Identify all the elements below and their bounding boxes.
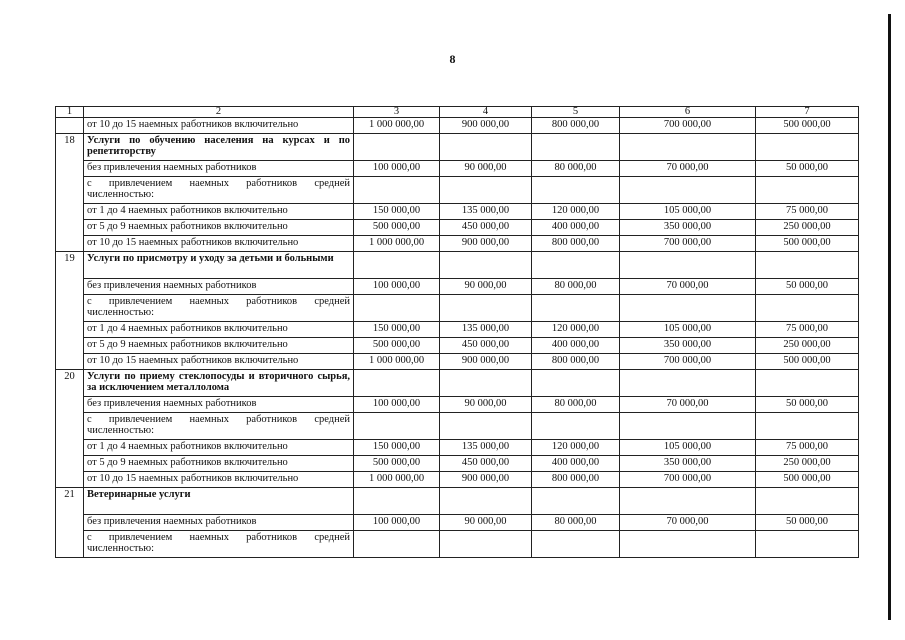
value-cell: 120 000,00: [532, 204, 620, 220]
empty-cell: [354, 252, 440, 279]
value-cell: 50 000,00: [756, 515, 859, 531]
empty-cell: [440, 252, 532, 279]
value-cell: 350 000,00: [620, 220, 756, 236]
value-cell: 75 000,00: [756, 440, 859, 456]
value-cell: 900 000,00: [440, 236, 532, 252]
value-cell: 400 000,00: [532, 456, 620, 472]
section-title-row: [56, 134, 859, 161]
value-cell: 90 000,00: [440, 279, 532, 295]
value-cell: 900 000,00: [440, 118, 532, 134]
value-cell: 80 000,00: [532, 279, 620, 295]
value-cell: 50 000,00: [756, 161, 859, 177]
value-cell: 105 000,00: [620, 204, 756, 220]
row-label: от 1 до 4 наемных работников включительно: [84, 204, 354, 220]
value-cell: 80 000,00: [532, 397, 620, 413]
row-label: без привлечения наемных работников: [84, 161, 354, 177]
value-cell: 800 000,00: [532, 236, 620, 252]
empty-cell: [620, 370, 756, 397]
value-cell: 1 000 000,00: [354, 236, 440, 252]
row-label: от 1 до 4 наемных работников включительно: [84, 322, 354, 338]
column-header-7: 7: [756, 107, 859, 118]
value-cell: 500 000,00: [756, 236, 859, 252]
table-row: [56, 177, 859, 204]
row-label: без привлечения наемных работников: [84, 515, 354, 531]
margin-rule: [888, 14, 891, 620]
value-cell: 500 000,00: [354, 338, 440, 354]
table-row: [56, 322, 859, 338]
value-cell: 135 000,00: [440, 440, 532, 456]
value-cell: 1 000 000,00: [354, 118, 440, 134]
table-row: [56, 338, 859, 354]
value-cell: 135 000,00: [440, 204, 532, 220]
value-cell: 150 000,00: [354, 204, 440, 220]
value-cell: [440, 177, 532, 204]
value-cell: [756, 531, 859, 558]
value-cell: [620, 295, 756, 322]
column-header-4: 4: [440, 107, 532, 118]
empty-cell: [532, 370, 620, 397]
row-label: с привлечением наемных работников средней численностью:: [84, 531, 354, 558]
section-title-row: [56, 252, 859, 279]
section-number: 20: [56, 370, 84, 488]
section-title: Ветеринарные услуги: [84, 488, 354, 515]
value-cell: [440, 531, 532, 558]
value-cell: 500 000,00: [354, 456, 440, 472]
row-label: без привлечения наемных работников: [84, 397, 354, 413]
value-cell: 100 000,00: [354, 515, 440, 531]
value-cell: [354, 295, 440, 322]
value-cell: [440, 295, 532, 322]
value-cell: 100 000,00: [354, 279, 440, 295]
value-cell: 105 000,00: [620, 322, 756, 338]
value-cell: 70 000,00: [620, 279, 756, 295]
value-cell: 90 000,00: [440, 515, 532, 531]
empty-cell: [532, 252, 620, 279]
table-row: [56, 456, 859, 472]
value-cell: 70 000,00: [620, 515, 756, 531]
column-header-5: 5: [532, 107, 620, 118]
table-row: [56, 220, 859, 236]
value-cell: 120 000,00: [532, 322, 620, 338]
value-cell: 250 000,00: [756, 456, 859, 472]
value-cell: 500 000,00: [756, 472, 859, 488]
section-title: Услуги по приему стеклопосуды и вторичного сырья, за исключением металлолома: [84, 370, 354, 397]
value-cell: [620, 413, 756, 440]
row-label: без привлечения наемных работников: [84, 279, 354, 295]
value-cell: 70 000,00: [620, 397, 756, 413]
value-cell: 50 000,00: [756, 397, 859, 413]
value-cell: 80 000,00: [532, 161, 620, 177]
empty-cell: [440, 134, 532, 161]
value-cell: 400 000,00: [532, 338, 620, 354]
value-cell: 100 000,00: [354, 397, 440, 413]
value-cell: 900 000,00: [440, 472, 532, 488]
value-cell: 1 000 000,00: [354, 472, 440, 488]
value-cell: 400 000,00: [532, 220, 620, 236]
row-label: от 5 до 9 наемных работников включительно: [84, 456, 354, 472]
empty-cell: [756, 252, 859, 279]
value-cell: 450 000,00: [440, 456, 532, 472]
table-row: [56, 204, 859, 220]
section-number: 18: [56, 134, 84, 252]
table-row: [56, 118, 859, 134]
section-title: Услуги по присмотру и уходу за детьми и больными: [84, 252, 354, 279]
empty-cell: [620, 134, 756, 161]
value-cell: 500 000,00: [756, 118, 859, 134]
value-cell: 700 000,00: [620, 118, 756, 134]
table-row: [56, 531, 859, 558]
value-cell: 450 000,00: [440, 220, 532, 236]
value-cell: 350 000,00: [620, 338, 756, 354]
column-header-2: 2: [84, 107, 354, 118]
value-cell: 105 000,00: [620, 440, 756, 456]
value-cell: [354, 413, 440, 440]
empty-cell: [620, 252, 756, 279]
value-cell: 800 000,00: [532, 472, 620, 488]
value-cell: 700 000,00: [620, 354, 756, 370]
empty-cell: [354, 134, 440, 161]
value-cell: 500 000,00: [756, 354, 859, 370]
section-title: Услуги по обучению населения на курсах и по репетиторству: [84, 134, 354, 161]
empty-cell: [440, 370, 532, 397]
row-label: с привлечением наемных работников средней численностью:: [84, 413, 354, 440]
row-label: с привлечением наемных работников средней численностью:: [84, 177, 354, 204]
value-cell: 75 000,00: [756, 322, 859, 338]
row-label: от 10 до 15 наемных работников включительно: [84, 236, 354, 252]
table-row: [56, 161, 859, 177]
value-cell: 90 000,00: [440, 161, 532, 177]
value-cell: 450 000,00: [440, 338, 532, 354]
table-row: [56, 279, 859, 295]
value-cell: 250 000,00: [756, 338, 859, 354]
section-number: 19: [56, 252, 84, 370]
empty-cell: [440, 488, 532, 515]
value-cell: 120 000,00: [532, 440, 620, 456]
empty-cell: [532, 488, 620, 515]
value-cell: 150 000,00: [354, 322, 440, 338]
row-label: от 1 до 4 наемных работников включительно: [84, 440, 354, 456]
value-cell: [532, 413, 620, 440]
table-row: [56, 354, 859, 370]
row-number-cell: [56, 118, 84, 134]
empty-cell: [354, 488, 440, 515]
value-cell: [532, 177, 620, 204]
value-cell: [440, 413, 532, 440]
value-cell: 800 000,00: [532, 354, 620, 370]
section-title-row: [56, 370, 859, 397]
value-cell: 900 000,00: [440, 354, 532, 370]
table-row: [56, 397, 859, 413]
empty-cell: [756, 488, 859, 515]
section-number: 21: [56, 488, 84, 558]
value-cell: 700 000,00: [620, 472, 756, 488]
value-cell: [756, 413, 859, 440]
empty-cell: [620, 488, 756, 515]
column-header-6: 6: [620, 107, 756, 118]
value-cell: [756, 295, 859, 322]
row-label: от 5 до 9 наемных работников включительно: [84, 338, 354, 354]
empty-cell: [532, 134, 620, 161]
row-label: с привлечением наемных работников средней численностью:: [84, 295, 354, 322]
value-cell: 1 000 000,00: [354, 354, 440, 370]
value-cell: 500 000,00: [354, 220, 440, 236]
value-cell: 350 000,00: [620, 456, 756, 472]
value-cell: 700 000,00: [620, 236, 756, 252]
table-row: [56, 236, 859, 252]
value-cell: [620, 531, 756, 558]
value-cell: 135 000,00: [440, 322, 532, 338]
table-row: [56, 515, 859, 531]
value-cell: 80 000,00: [532, 515, 620, 531]
row-label: от 10 до 15 наемных работников включительно: [84, 354, 354, 370]
section-title-row: [56, 488, 859, 515]
value-cell: [354, 531, 440, 558]
value-cell: 800 000,00: [532, 118, 620, 134]
column-header-3: 3: [354, 107, 440, 118]
value-cell: [532, 295, 620, 322]
row-label: от 5 до 9 наемных работников включительно: [84, 220, 354, 236]
tariff-table: [55, 106, 859, 558]
empty-cell: [756, 370, 859, 397]
table-row: [56, 413, 859, 440]
value-cell: 75 000,00: [756, 204, 859, 220]
empty-cell: [756, 134, 859, 161]
table-row: [56, 472, 859, 488]
row-label: от 10 до 15 наемных работников включительно: [84, 118, 354, 134]
value-cell: 100 000,00: [354, 161, 440, 177]
table-row: [56, 440, 859, 456]
value-cell: 150 000,00: [354, 440, 440, 456]
value-cell: 250 000,00: [756, 220, 859, 236]
value-cell: [532, 531, 620, 558]
value-cell: 50 000,00: [756, 279, 859, 295]
row-label: от 10 до 15 наемных работников включительно: [84, 472, 354, 488]
page-number: 8: [449, 52, 456, 66]
value-cell: 90 000,00: [440, 397, 532, 413]
value-cell: 70 000,00: [620, 161, 756, 177]
table-row: [56, 295, 859, 322]
value-cell: [620, 177, 756, 204]
value-cell: [756, 177, 859, 204]
empty-cell: [354, 370, 440, 397]
column-header-1: 1: [56, 107, 84, 118]
value-cell: [354, 177, 440, 204]
header-row: [56, 107, 859, 118]
